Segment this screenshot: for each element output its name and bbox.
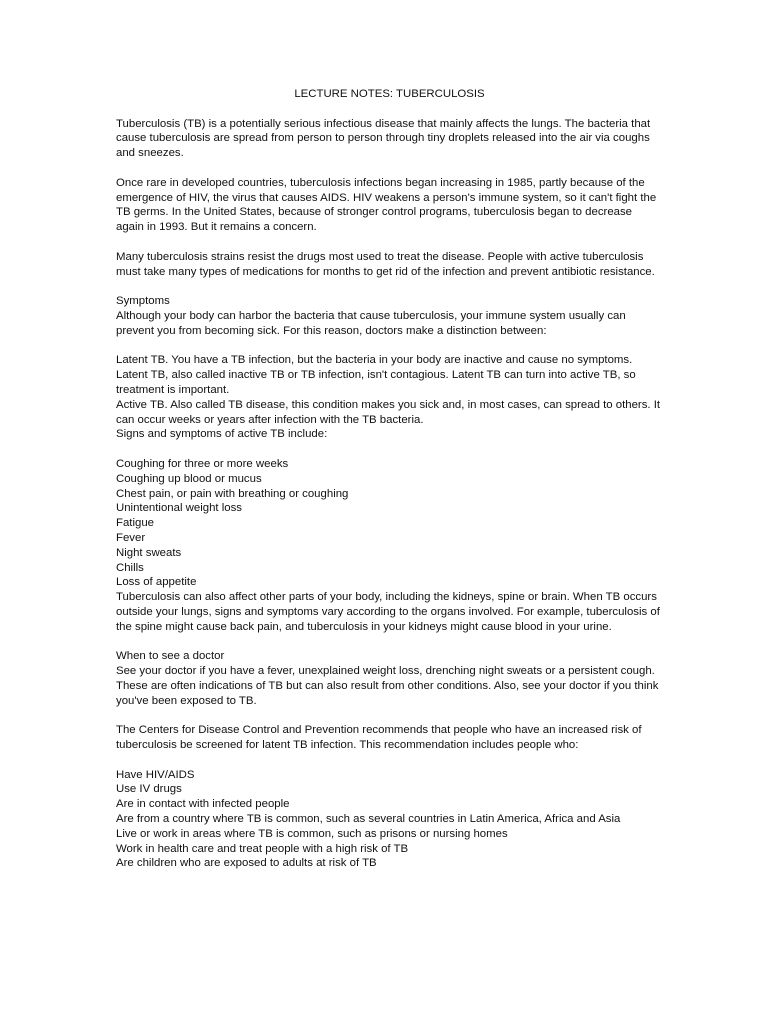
symptoms-section xyxy=(116,294,661,338)
signs-list xyxy=(116,457,661,590)
symptoms-heading: Symptoms xyxy=(116,295,170,308)
history-paragraph: Once rare in developed countries, tuberculosis infections began increasing in 1985, partly because of the emergence of HIV, the virus that causes AIDS. HIV weakens a person's immune system, so it can't fight the TB germs. In the United States, because of stronger control programs, tuberculosis began to decrease again in 1993. But it remains a concern. xyxy=(116,176,657,234)
document-title: LECTURE NOTES: TUBERCULOSIS xyxy=(294,88,485,100)
list-item: Fatigue xyxy=(116,517,154,530)
intro-paragraph: Tuberculosis (TB) is a potentially serious infectious disease that mainly affects the lungs. The bacteria that cause tuberculosis are spread from person to person through tiny droplets released into the air via coughs and sneezes. xyxy=(116,117,651,160)
document-body xyxy=(116,87,661,871)
signs-intro: Signs and symptoms of active TB include: xyxy=(116,428,328,441)
list-item: Loss of appetite xyxy=(116,576,197,589)
list-item: Chest pain, or pain with breathing or coughing xyxy=(116,487,349,500)
list-item: Live or work in areas where TB is common, such as prisons or nursing homes xyxy=(116,827,508,840)
resistance-paragraph: Many tuberculosis strains resist the drugs most used to treat the disease. People with active tuberculosis must take many types of medications for months to get rid of the infection and prevent antibiotic resistance. xyxy=(116,250,655,278)
doctor-section xyxy=(116,649,661,708)
tb-types-section xyxy=(116,353,661,442)
risk-groups-list xyxy=(116,768,661,872)
list-item: Are from a country where TB is common, such as several countries in Latin America, Africa and Asia xyxy=(116,813,621,826)
cdc-paragraph: The Centers for Disease Control and Prevention recommends that people who have an increased risk of tuberculosis be screened for latent TB infection. This recommendation includes people who: xyxy=(116,724,642,752)
list-item: Chills xyxy=(116,561,144,574)
list-item: Have HIV/AIDS xyxy=(116,768,195,781)
list-item: Use IV drugs xyxy=(116,783,182,796)
list-item: Fever xyxy=(116,531,146,544)
list-item: Night sweats xyxy=(116,546,182,559)
list-item: Coughing for three or more weeks xyxy=(116,457,289,470)
list-item: Are children who are exposed to adults at risk of TB xyxy=(116,857,377,870)
symptoms-intro-paragraph: Although your body can harbor the bacteria that cause tuberculosis, your immune system usually can prevent you from becoming sick. For this reason, doctors make a distinction between: xyxy=(116,309,626,337)
doctor-paragraph: See your doctor if you have a fever, unexplained weight loss, drenching night sweats or a persistent cough. These are often indications of TB but can also result from other conditions. Also, see your doctor if you think you've been exposed to TB. xyxy=(116,665,659,707)
list-item: Are in contact with infected people xyxy=(116,798,290,811)
list-item: Work in health care and treat people with a high risk of TB xyxy=(116,842,409,855)
doctor-heading: When to see a doctor xyxy=(116,650,225,663)
latent-tb-paragraph: Latent TB. You have a TB infection, but the bacteria in your body are inactive and cause no symptoms. Latent TB, also called inactive TB or TB infection, isn't contagious. Latent TB can turn into active TB, so treatment is important. xyxy=(116,354,636,396)
other-parts-paragraph: Tuberculosis can also affect other parts of your body, including the kidneys, spine or brain. When TB occurs outside your lungs, signs and symptoms vary according to the organs involved. For example, tuberculosis of the spine might cause back pain, and tuberculosis in your kidneys might cause blood in your urine. xyxy=(116,591,660,633)
list-item: Coughing up blood or mucus xyxy=(116,472,262,485)
list-item: Unintentional weight loss xyxy=(116,502,243,515)
active-tb-paragraph: Active TB. Also called TB disease, this condition makes you sick and, in most cases, can spread to others. It can occur weeks or years after infection with the TB bacteria. xyxy=(116,398,661,426)
